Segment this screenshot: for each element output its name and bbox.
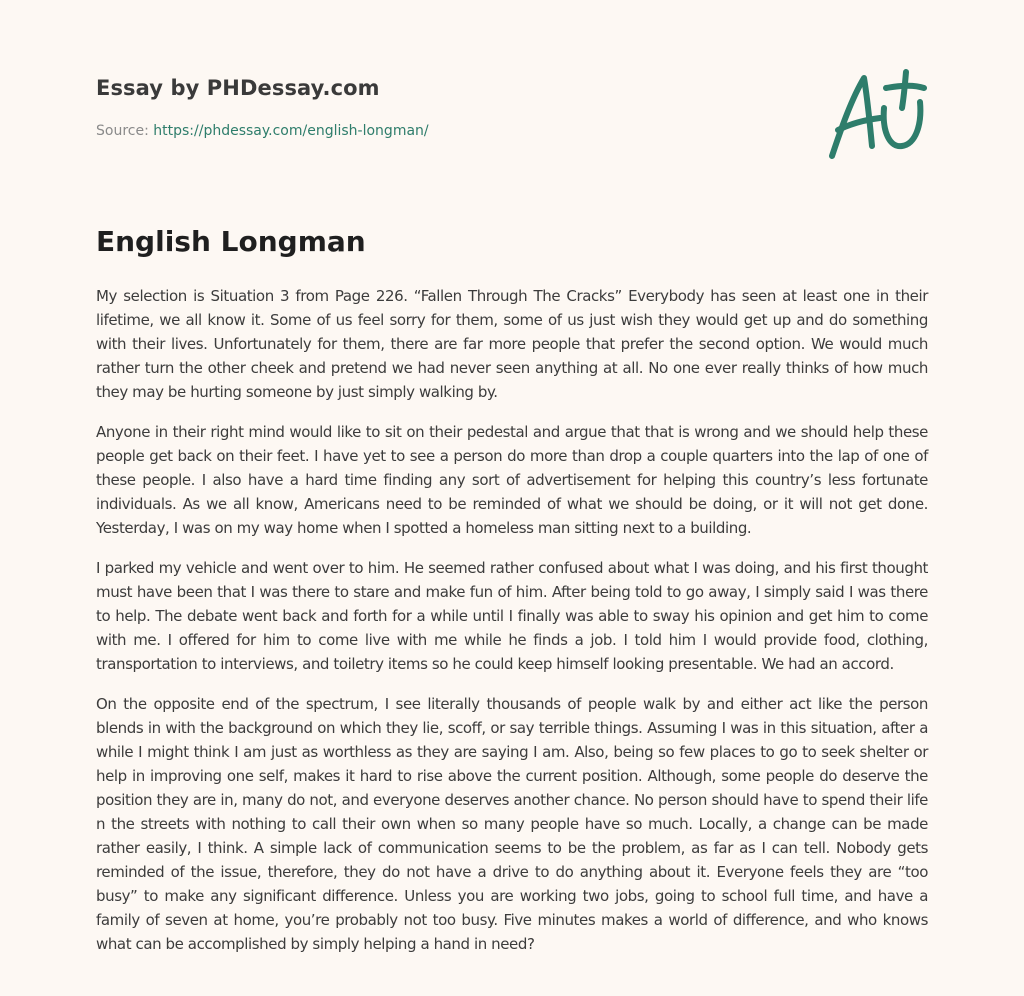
essay-paragraph: I parked my vehicle and went over to him. He seemed rather confused about what I was doing, and his first thought must have been that I was there to stare and make fun of him. After being told to go away, I simply said I was there to help. The debate went back and forth for a while until I finally was able to sway his opinion and get him to come with me. I offered for him to come live with me while he finds a job. I told him I would provide food, clothing, transportation to interviews, and toiletry items so he could keep himself looking presentable. We had an accord. <box>96 559 928 673</box>
essay-body <box>96 284 928 972</box>
essay-paragraph: My selection is Situation 3 from Page 226. “Fallen Through The Cracks” Everybody has seen at least one in their lifetime, we all know it. Some of us feel sorry for them, some of us just wish they would get up and do something with their lives. Unfortunately for them, there are far more people that prefer the second option. We would much rather turn the other cheek and pretend we had never seen anything at all. No one ever really thinks of how much they may be hurting someone by just simply walking by. <box>96 287 928 401</box>
essay-paragraph: Anyone in their right mind would like to sit on their pedestal and argue that that is wrong and we should help these people get back on their feet. I have yet to see a person do more than drop a couple quarters into the lap of one of these people. I also have a hard time finding any sort of advertisement for helping this country’s less fortunate individuals. As we all know, Americans need to be reminded of what we should be doing, or it will not get done. Yesterday, I was on my way home when I spotted a homeless man sitting next to a building. <box>96 423 928 537</box>
essay-title: English Longman <box>96 225 366 258</box>
source-label: Source: <box>96 123 154 139</box>
brand-title: Essay by PHDessay.com <box>96 76 380 100</box>
source-link[interactable]: https://phdessay.com/english-longman/ <box>153 123 429 139</box>
essay-paragraph: On the opposite end of the spectrum, I see literally thousands of people walk by and either act like the person blends in with the background on which they lie, scoff, or say terrible things. Assuming I was in this situation, after a while I might think I am just as worthless as they are saying I am. Also, being so few places to go to seek shelter or help in improving one self, makes it hard to rise above the current position. Although, some people do deserve the position they are in, many do not, and everyone deserves another chance. No person should have to spend their life n the streets with nothing to call their own when so many people have so much. Locally, a change can be made rather easily, I think. A simple lack of communication seems to be the problem, as far as I can tell. Nobody gets reminded of the issue, therefore, they do not have a drive to do anything about it. Everyone feels they are “too busy” to make any significant difference. Unless you are working two jobs, going to school full time, and have a family of seven at home, you’re probably not too busy. Five minutes makes a world of difference, and who knows what can be accomplished by simply helping a hand in need? <box>96 695 928 953</box>
source-line <box>96 123 429 139</box>
a-plus-grade-icon <box>824 66 928 166</box>
